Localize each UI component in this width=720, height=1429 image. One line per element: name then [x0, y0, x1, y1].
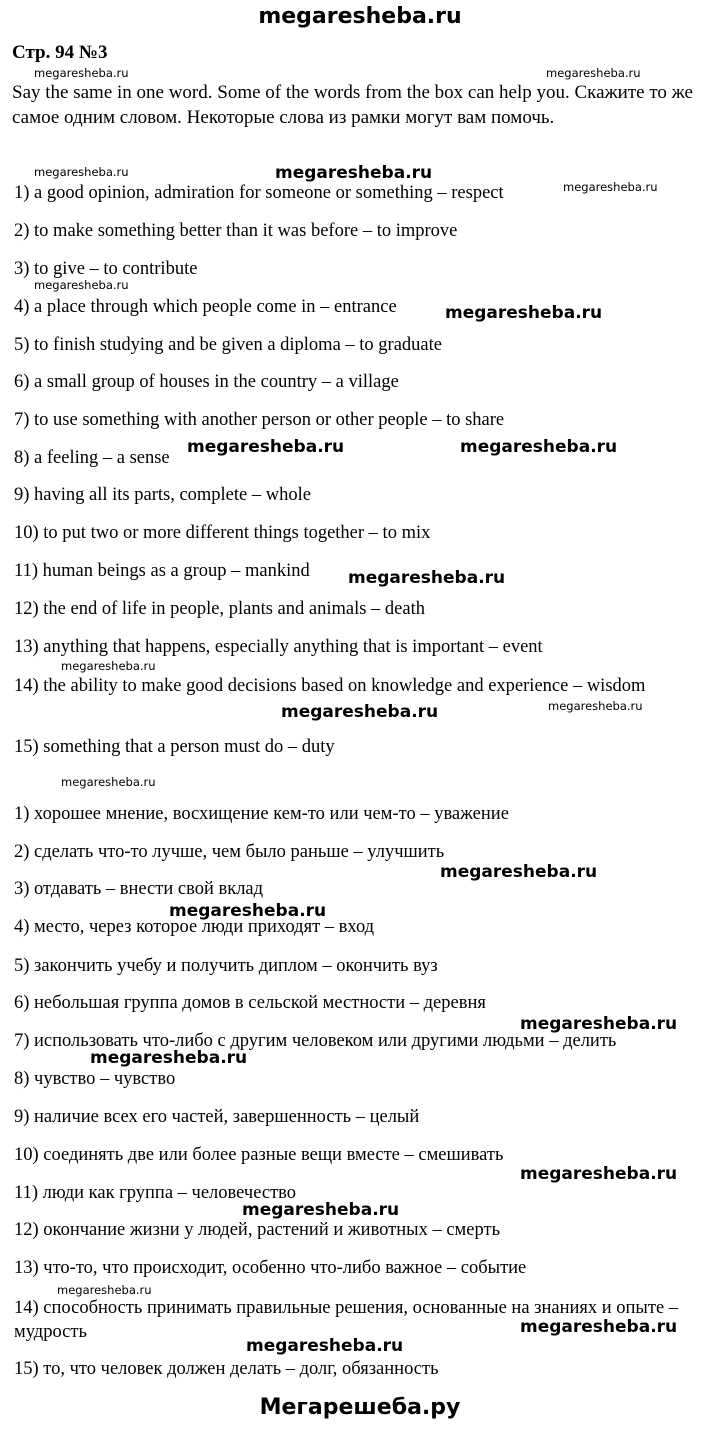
- english-answer-9: 9) having all its parts, complete – whole: [14, 485, 311, 505]
- russian-answer-6: 6) небольшая группа домов в сельской местности – деревня: [14, 993, 486, 1013]
- watermark: megaresheba.ru: [520, 1014, 678, 1034]
- watermark: megaresheba.ru: [546, 66, 641, 80]
- watermark: megaresheba.ru: [34, 66, 129, 80]
- exercise-instruction: Say the same in one word. Some of the words from the box can help you. Скажите то же самое одним словом. Некоторые слова из рамки могут вам помочь.: [12, 82, 693, 128]
- english-answer-14: 14) the ability to make good decisions based on knowledge and experience – wisdom: [14, 676, 646, 696]
- watermark: megaresheba.ru: [445, 303, 603, 323]
- russian-answer-13: 13) что-то, что происходит, особенно что-либо важное – событие: [14, 1258, 527, 1278]
- english-answer-5: 5) to finish studying and be given a diploma – to graduate: [14, 335, 442, 355]
- english-answer-10: 10) to put two or more different things together – to mix: [14, 523, 431, 543]
- watermark: megaresheba.ru: [440, 862, 598, 882]
- watermark: megaresheba.ru: [187, 437, 345, 457]
- russian-answer-15: 15) то, что человек должен делать – долг, обязанность: [14, 1359, 439, 1379]
- russian-answer-8: 8) чувство – чувство: [14, 1069, 176, 1089]
- watermark: megaresheba.ru: [520, 1317, 678, 1337]
- russian-answer-11: 11) люди как группа – человечество: [14, 1183, 297, 1203]
- watermark: megaresheba.ru: [90, 1048, 248, 1068]
- english-answer-3: 3) to give – to contribute: [14, 259, 198, 279]
- english-answer-13: 13) anything that happens, especially anything that is important – event: [14, 637, 543, 657]
- russian-answer-9: 9) наличие всех его частей, завершенность – целый: [14, 1107, 420, 1127]
- watermark: megaresheba.ru: [548, 699, 643, 713]
- russian-answer-10: 10) соединять две или более разные вещи вместе – смешивать: [14, 1145, 504, 1165]
- watermark: megaresheba.ru: [563, 180, 658, 194]
- watermark: megaresheba.ru: [61, 775, 156, 789]
- english-answer-11: 11) human beings as a group – mankind: [14, 561, 310, 581]
- watermark: megaresheba.ru: [275, 163, 433, 183]
- watermark: megaresheba.ru: [169, 901, 327, 921]
- watermark: megaresheba.ru: [57, 1283, 152, 1297]
- english-answer-2: 2) to make something better than it was before – to improve: [14, 221, 458, 241]
- english-answer-15: 15) something that a person must do – duty: [14, 737, 335, 757]
- russian-answer-1: 1) хорошее мнение, восхищение кем-то или чем-то – уважение: [14, 804, 509, 824]
- english-answer-7: 7) to use something with another person or other people – to share: [14, 410, 505, 430]
- english-answer-1: 1) a good opinion, admiration for someone or something – respect: [14, 183, 504, 203]
- watermark: megaresheba.ru: [246, 1336, 404, 1356]
- russian-answer-7: 7) использовать что-либо с другим человеком или другими людьми – делить: [14, 1031, 617, 1051]
- english-answer-4: 4) a place through which people come in – entrance: [14, 297, 397, 317]
- russian-answer-14: 14) способность принимать правильные решения, основанные на знаниях и опыте – мудрость: [14, 1298, 679, 1342]
- watermark: megaresheba.ru: [348, 568, 506, 588]
- russian-answer-2: 2) сделать что-то лучше, чем было раньше – улучшить: [14, 842, 445, 862]
- watermark: megaresheba.ru: [520, 1164, 678, 1184]
- watermark: megaresheba.ru: [34, 278, 129, 292]
- russian-answer-12: 12) окончание жизни у людей, растений и животных – смерть: [14, 1220, 501, 1240]
- site-footer: Мегарешеба.ру: [259, 1395, 461, 1420]
- watermark: megaresheba.ru: [242, 1200, 400, 1220]
- watermark: megaresheba.ru: [281, 702, 439, 722]
- english-answer-6: 6) a small group of houses in the country – a village: [14, 372, 399, 392]
- russian-answer-5: 5) закончить учебу и получить диплом – окончить вуз: [14, 956, 438, 976]
- site-header: megaresheba.ru: [258, 4, 462, 29]
- russian-answer-3: 3) отдавать – внести свой вклад: [14, 879, 264, 899]
- russian-answer-4: 4) место, через которое люди приходят – вход: [14, 917, 375, 937]
- english-answer-12: 12) the end of life in people, plants and animals – death: [14, 599, 425, 619]
- watermark: megaresheba.ru: [460, 437, 618, 457]
- page-reference: Стр. 94 №3: [12, 42, 108, 63]
- english-answer-8: 8) a feeling – a sense: [14, 448, 170, 468]
- watermark: megaresheba.ru: [61, 659, 156, 673]
- watermark: megaresheba.ru: [34, 165, 129, 179]
